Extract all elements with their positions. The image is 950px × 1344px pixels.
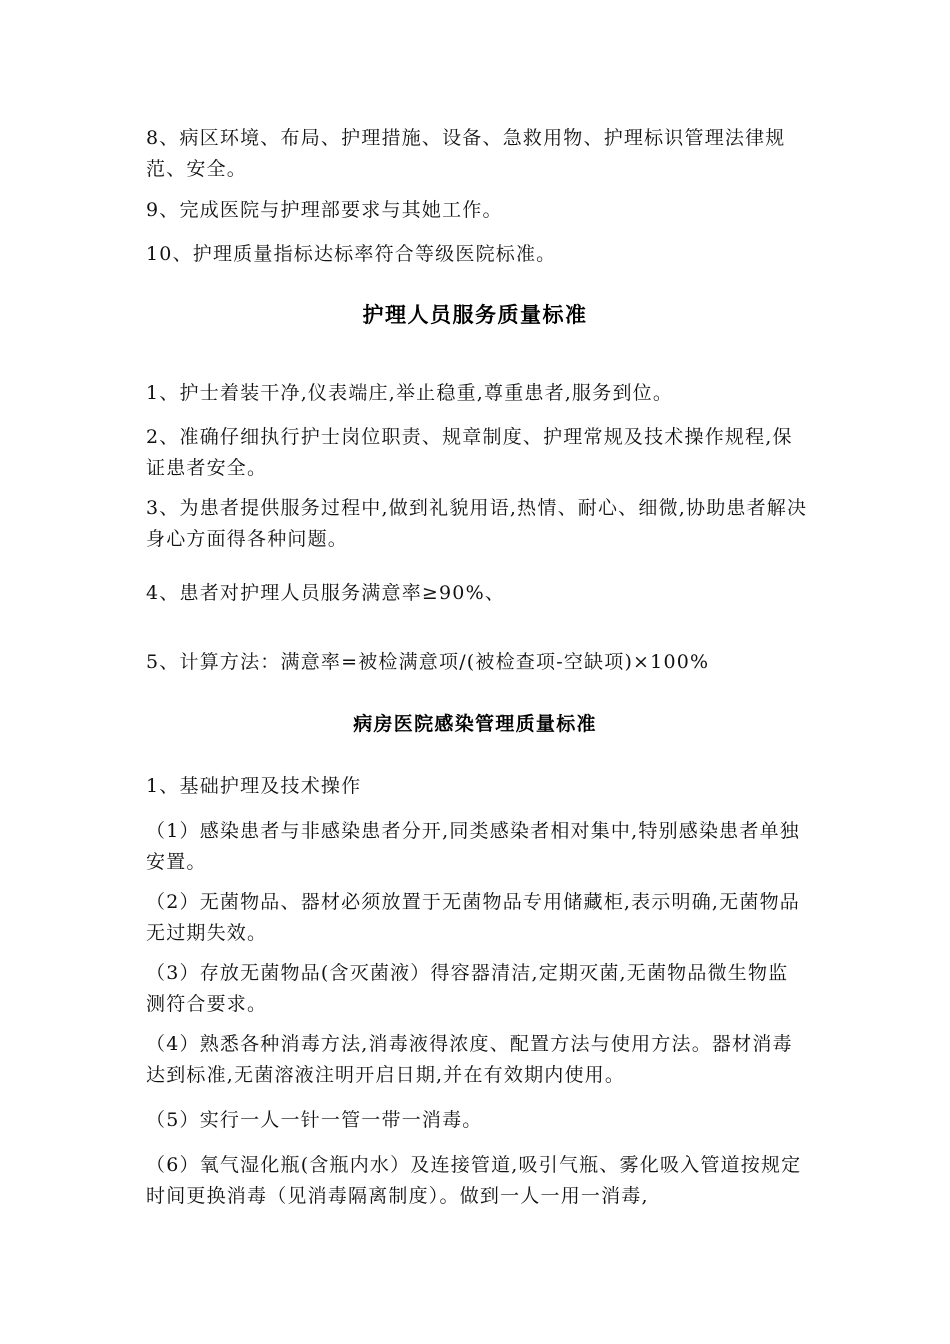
infection-section-title: 病房医院感染管理质量标准 bbox=[353, 713, 597, 735]
infection-item-3: （3）存放无菌物品(含灭菌液）得容器清洁,定期灭菌,无菌物品微生物监测符合要求。 bbox=[146, 962, 789, 1015]
service-item-5: 5、计算方法：满意率=被检满意项/(被检查项-空缺项)×100% bbox=[146, 651, 710, 673]
service-item-3: 3、为患者提供服务过程中,做到礼貌用语,热情、耐心、细微,协助患者解决身心方面得各种问题。 bbox=[146, 497, 808, 550]
infection-item-6: （6）氧气湿化瓶(含瓶内水）及连接管道,吸引气瓶、雾化吸入管道按规定时间更换消毒（见消毒隔离制度）。做到一人一用一消毒, bbox=[146, 1154, 802, 1207]
service-item-2: 2、准确仔细执行护士岗位职责、规章制度、护理常规及技术操作规程,保证患者安全。 bbox=[146, 426, 793, 479]
infection-subtitle: 1、基础护理及技术操作 bbox=[146, 775, 362, 797]
infection-item-1: （1）感染患者与非感染患者分开,同类感染者相对集中,特别感染患者单独安置。 bbox=[146, 820, 800, 873]
infection-item-5: （5）实行一人一针一管一带一消毒。 bbox=[146, 1109, 483, 1131]
infection-item-2: （2）无菌物品、器材必须放置于无菌物品专用储藏柜,表示明确,无菌物品无过期失效。 bbox=[146, 891, 800, 944]
intro-item-9: 9、完成医院与护理部要求与其她工作。 bbox=[146, 199, 503, 221]
intro-item-8: 8、病区环境、布局、护理措施、设备、急救用物、护理标识管理法律规范、安全。 bbox=[146, 127, 786, 180]
service-section-title: 护理人员服务质量标准 bbox=[362, 303, 588, 327]
intro-item-10: 10、护理质量指标达标率符合等级医院标准。 bbox=[146, 243, 557, 265]
infection-item-4: （4）熟悉各种消毒方法,消毒液得浓度、配置方法与使用方法。器材消毒达到标准,无菌溶液注明开启日期,并在有效期内使用。 bbox=[146, 1033, 793, 1086]
service-item-4: 4、患者对护理人员服务满意率≥90%、 bbox=[146, 582, 506, 604]
service-item-1: 1、护士着装干净,仪表端庄,举止稳重,尊重患者,服务到位。 bbox=[146, 382, 674, 404]
